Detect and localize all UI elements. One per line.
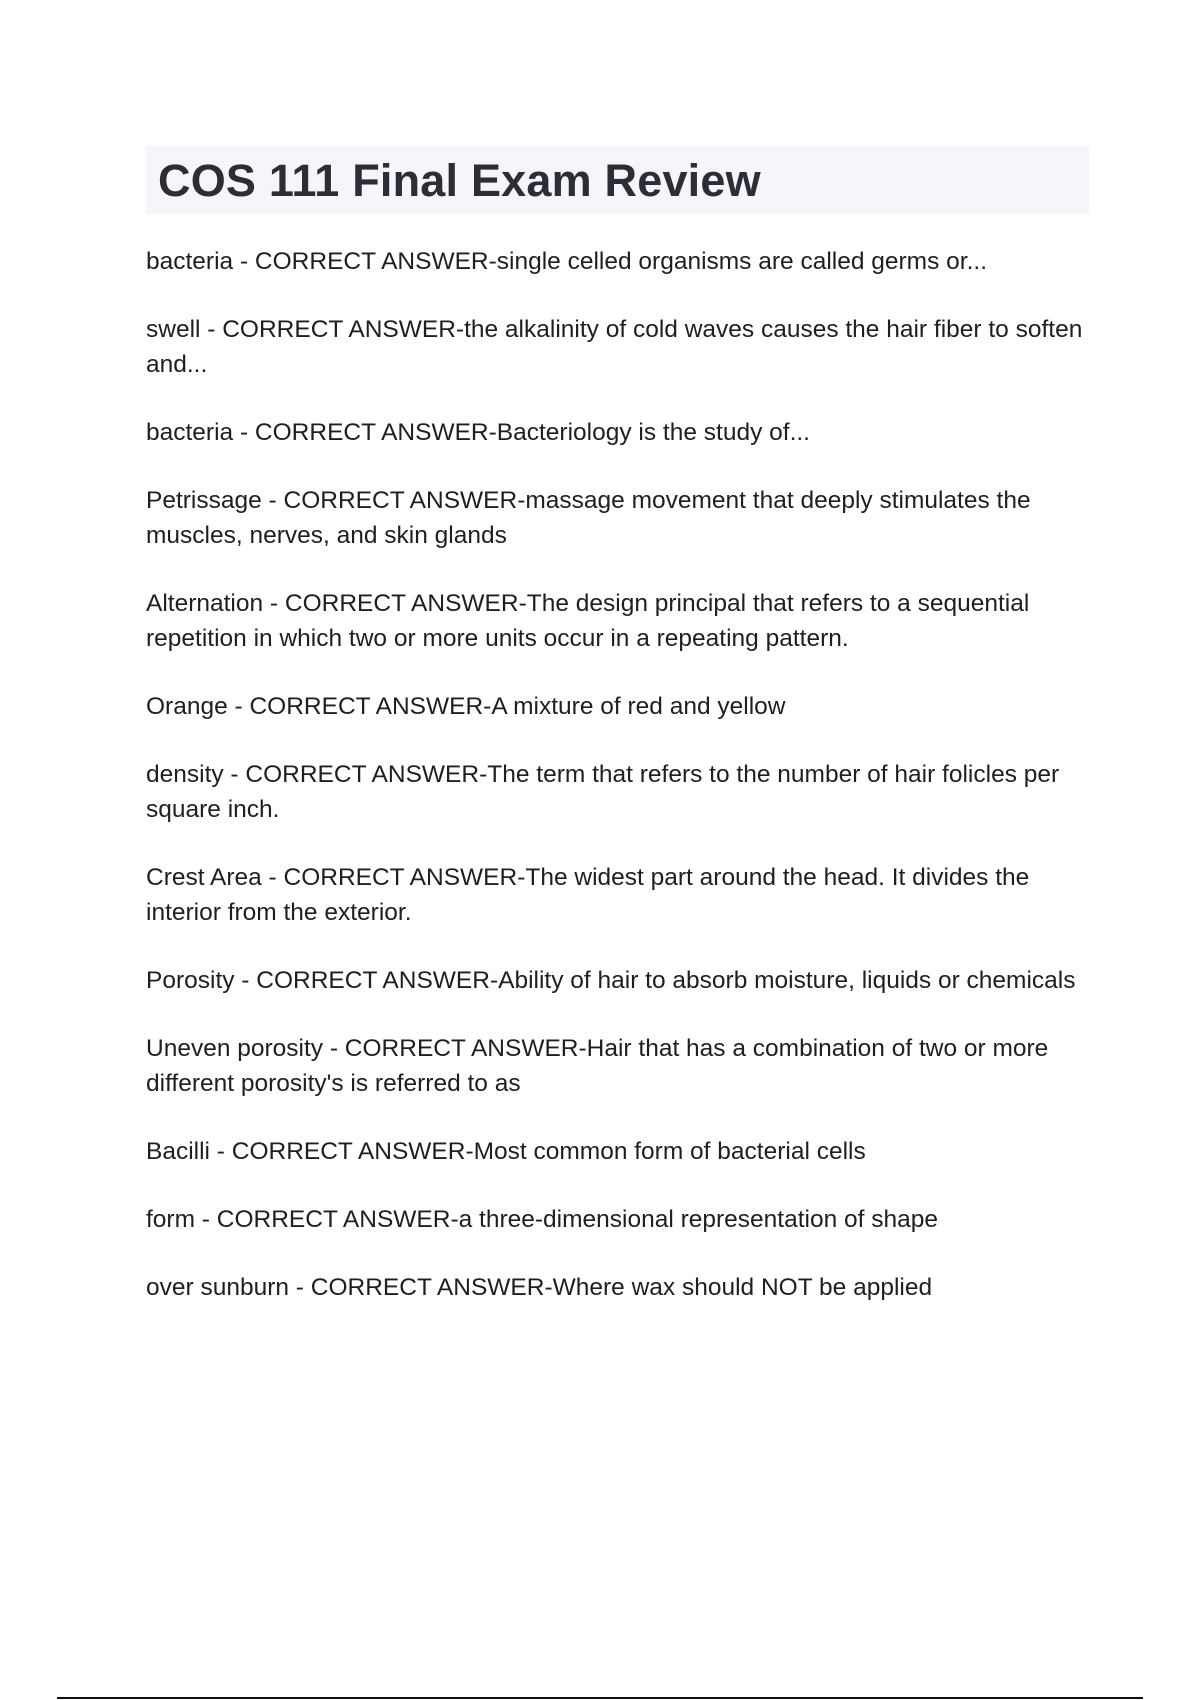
flashcard-entry: Orange - CORRECT ANSWER-A mixture of red and yellow	[146, 693, 786, 720]
flashcard-entry: Alternation - CORRECT ANSWER-The design principal that refers to a sequential repetition in which two or more units occur in a repeating pattern.	[146, 590, 1030, 652]
title-banner	[146, 146, 1089, 214]
flashcard-entry: Porosity - CORRECT ANSWER-Ability of hair to absorb moisture, liquids or chemicals	[146, 967, 1076, 994]
page-title: COS 111 Final Exam Review	[158, 154, 761, 206]
flashcard-entry: bacteria - CORRECT ANSWER-single celled organisms are called germs or...	[146, 248, 988, 275]
flashcard-entry: over sunburn - CORRECT ANSWER-Where wax should NOT be applied	[146, 1274, 933, 1301]
flashcard-entry: bacteria - CORRECT ANSWER-Bacteriology is the study of...	[146, 419, 810, 446]
flashcard-entry: swell - CORRECT ANSWER-the alkalinity of cold waves causes the hair fiber to soften and...	[146, 316, 1083, 378]
flashcard-entry: form - CORRECT ANSWER-a three-dimensional representation of shape	[146, 1206, 939, 1233]
flashcard-list	[146, 244, 1091, 1338]
flashcard-entry: Bacilli - CORRECT ANSWER-Most common form of bacterial cells	[146, 1138, 866, 1165]
footer-divider	[57, 1697, 1143, 1699]
flashcard-entry: Crest Area - CORRECT ANSWER-The widest part around the head. It divides the interior from the exterior.	[146, 864, 1030, 926]
flashcard-entry: Uneven porosity - CORRECT ANSWER-Hair that has a combination of two or more different porosity's is referred to as	[146, 1035, 1049, 1097]
flashcard-entry: Petrissage - CORRECT ANSWER-massage movement that deeply stimulates the muscles, nerves, and skin glands	[146, 487, 1031, 549]
flashcard-entry: density - CORRECT ANSWER-The term that refers to the number of hair folicles per square inch.	[146, 761, 1060, 823]
